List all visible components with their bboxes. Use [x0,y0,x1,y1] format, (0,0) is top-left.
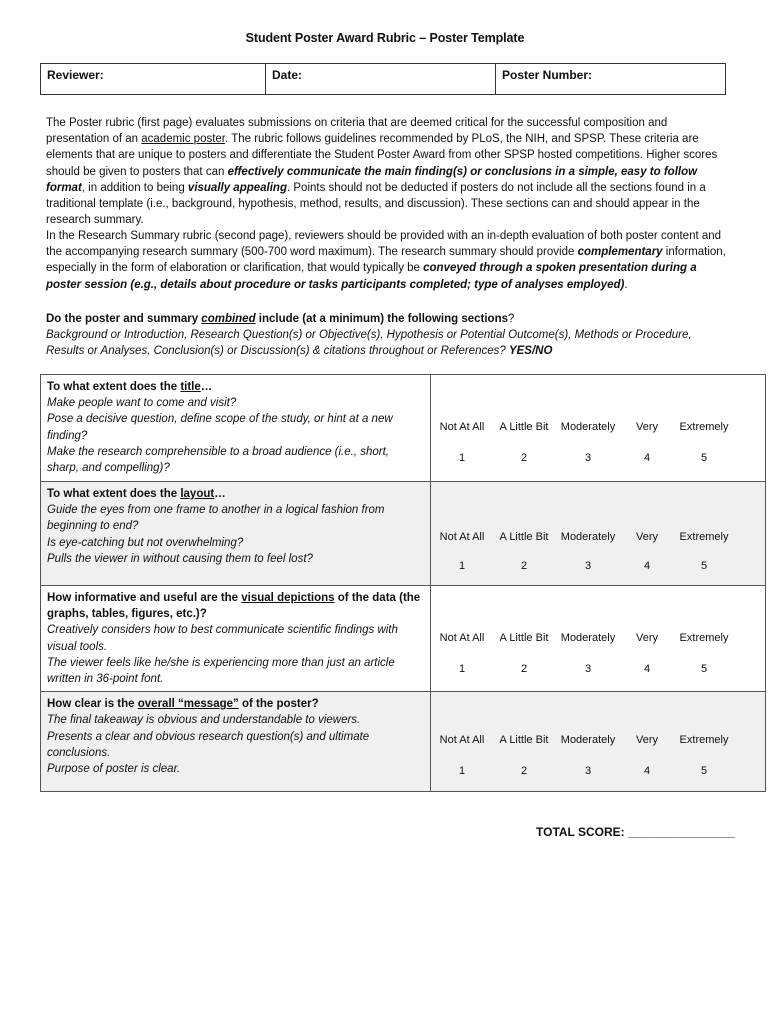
text-run-emphasis: complementary [577,246,663,259]
score-option[interactable]: 1 [458,560,466,572]
intro-paragraph-1 [46,115,732,228]
rating-scale [431,692,766,792]
score-option[interactable]: 3 [584,765,592,778]
criterion-prompt: Purpose of poster is clear. [47,763,181,776]
text-run: . Points should not be deducted if posters do not include all the sections found in a traditional template (i.e., background, hypothesis, method, results, and discussion). These sections can and should appear in the research summary. [46,181,706,227]
sections-list: Background or Introduction, Research Question(s) or Objective(s), Hypothesis or Potential Outcome(s), Methods or Procedure, Results or Analyses, Conclusion(s) or Discussion(s) & citations throughout or References? [46,329,692,358]
scale-labels [431,732,765,748]
text-run-emphasis: conveyed through a spoken presentation during a poster session (e.g., details about procedure or tasks participants completed; type of analyses employed) [46,262,697,291]
criterion-text [41,375,431,482]
scale-label: Very [635,531,658,543]
criterion-row-title [41,375,766,482]
score-option[interactable]: 4 [643,560,651,572]
date-field[interactable]: Date: [265,64,495,94]
text-run-underline: academic poster [141,133,226,146]
text-run: , in addition to being [81,181,188,194]
score-option[interactable]: 4 [643,765,651,778]
scale-values [431,661,765,677]
score-option[interactable]: 3 [584,663,592,675]
scale-label: Not At All [439,421,485,433]
scale-label: Moderately [560,421,616,433]
text-run: . The rubric follows guidelines recommended by PLoS, the NIH, and SPSP. These criteria are elements that are unique to posters and differentiate the Student Poster Award from other SPSP hosted competitions. Higher scores should be given to posters that can [46,133,718,178]
score-option[interactable]: 3 [584,560,592,572]
text-run: In the Research Summary rubric (second page), reviewers should be provided with an in-depth evaluation of both poster content and the accompanying research summary (500-700 word maximum). The research summary should provide [46,230,722,259]
intro-paragraph-2 [46,228,732,293]
reviewer-field[interactable]: Reviewer: [47,68,104,82]
heading-run: How informative and useful are the [47,592,242,604]
scale-label: Extremely [679,734,729,747]
scale-label: Moderately [560,734,616,747]
scale-label: Not At All [439,531,485,543]
criterion-heading [47,379,424,395]
criterion-prompt: Pulls the viewer in without causing them to feel lost? [47,552,313,565]
rating-scale [431,586,766,692]
rating-scale [431,482,766,586]
criterion-row-message [41,692,766,792]
heading-run-underline: layout [180,488,215,500]
criterion-prompts [47,622,424,687]
scale-label: A Little Bit [499,632,549,644]
scale-label: Very [635,734,658,747]
scale-label: Extremely [679,531,729,543]
scale-label: A Little Bit [499,734,549,747]
scale-labels [431,630,765,646]
poster-number-field[interactable]: Poster Number: [495,64,725,94]
criterion-prompt: Make people want to come and visit? [47,397,237,410]
text-run: . [624,278,628,291]
scale-label: Extremely [679,632,729,644]
score-option[interactable]: 5 [700,765,708,778]
criterion-prompt: The viewer feels like he/she is experiencing more than just an article written in 36-point font. [47,656,395,686]
rating-scale [431,375,766,482]
score-option[interactable]: 2 [520,560,528,572]
score-option[interactable]: 5 [700,560,708,572]
question-run: Do the poster and summary [46,313,202,325]
score-option[interactable]: 5 [700,663,708,675]
heading-run: of the data (the graphs, tables, figures, etc.)? [47,592,421,621]
criterion-row-visual-depictions [41,586,766,692]
criterion-prompt: Guide the eyes from one frame to another in a logical fashion from beginning to end? [47,504,385,533]
scale-values [431,558,765,574]
scale-values [431,450,765,466]
text-run-emphasis: visually appealing [187,181,287,194]
scale-label: Very [635,632,658,644]
document-title: Student Poster Award Rubric – Poster Template [245,31,525,45]
scale-label: Extremely [679,421,729,433]
heading-run: How clear is the [47,698,138,711]
score-option[interactable]: 4 [643,663,651,675]
score-option[interactable]: 2 [520,452,528,464]
heading-run-underline: title [180,381,201,393]
criterion-heading [47,590,424,622]
text-run-emphasis: effectively communicate the main finding(s) or conclusions in a simple, easy to follow format [46,165,698,194]
text-run: The Poster rubric (first page) evaluates submissions on criteria that are deemed critical for the successful composition and presentation of an [46,117,668,146]
question-run: include (at a minimum) the following sections [255,313,508,325]
scale-label: A Little Bit [499,531,549,543]
heading-run: … [200,381,213,393]
scale-label: A Little Bit [499,421,549,433]
scale-values [431,763,765,779]
criterion-prompt: The final takeaway is obvious and understandable to viewers. [47,714,361,727]
score-option[interactable]: 1 [458,663,466,675]
question-mark: ? [508,313,515,325]
criterion-prompt: Make the research comprehensible to a broad audience (i.e., short, sharp, and compelling)? [47,445,389,475]
criterion-prompt: Creatively considers how to best communicate scientific findings with visual tools. [47,624,398,653]
criterion-text [41,482,431,586]
yes-no-answer[interactable]: YES/NO [508,345,553,358]
scale-label: Not At All [439,632,485,644]
criterion-prompt: Presents a clear and obvious research question(s) and ultimate conclusions. [47,730,370,759]
score-option[interactable]: 1 [458,452,466,464]
score-option[interactable]: 5 [700,452,708,464]
question-run-underline: combined [201,313,256,325]
score-option[interactable]: 2 [520,663,528,675]
sections-question [46,311,732,360]
total-score-field[interactable]: TOTAL SCORE: ________________ [536,825,735,839]
scale-label: Moderately [560,632,616,644]
criterion-heading [47,486,424,502]
scale-labels [431,529,765,545]
heading-run: … [214,488,226,500]
text-run: information, especially in the form of elaboration or clarification, that would typically be [46,246,726,275]
scale-labels [431,419,765,435]
scale-label: Not At All [439,734,485,747]
score-option[interactable]: 1 [458,765,466,778]
criterion-prompt: Is eye-catching but not overwhelming? [47,536,244,549]
scale-label: Moderately [560,531,616,543]
criterion-text [41,586,431,692]
heading-run: To what extent does the [47,381,181,393]
score-option[interactable]: 3 [584,452,592,464]
criterion-prompts [47,712,424,777]
criterion-text [41,692,431,792]
score-option[interactable]: 4 [643,452,651,464]
heading-run-underline: overall “message” [137,698,239,711]
criterion-prompts [47,502,424,567]
heading-run: To what extent does the [47,488,181,500]
heading-run-underline: visual depictions [241,592,335,604]
heading-run: of the poster? [238,698,319,711]
score-option[interactable]: 2 [520,765,528,778]
scale-label: Very [635,421,658,433]
criterion-prompt: Pose a decisive question, define scope of the study, or hint at a new finding? [47,413,393,442]
rubric-table [40,374,766,792]
criterion-heading [47,696,424,712]
reviewer-info-table [40,63,726,95]
criterion-row-layout [41,482,766,586]
criterion-prompts [47,395,424,476]
